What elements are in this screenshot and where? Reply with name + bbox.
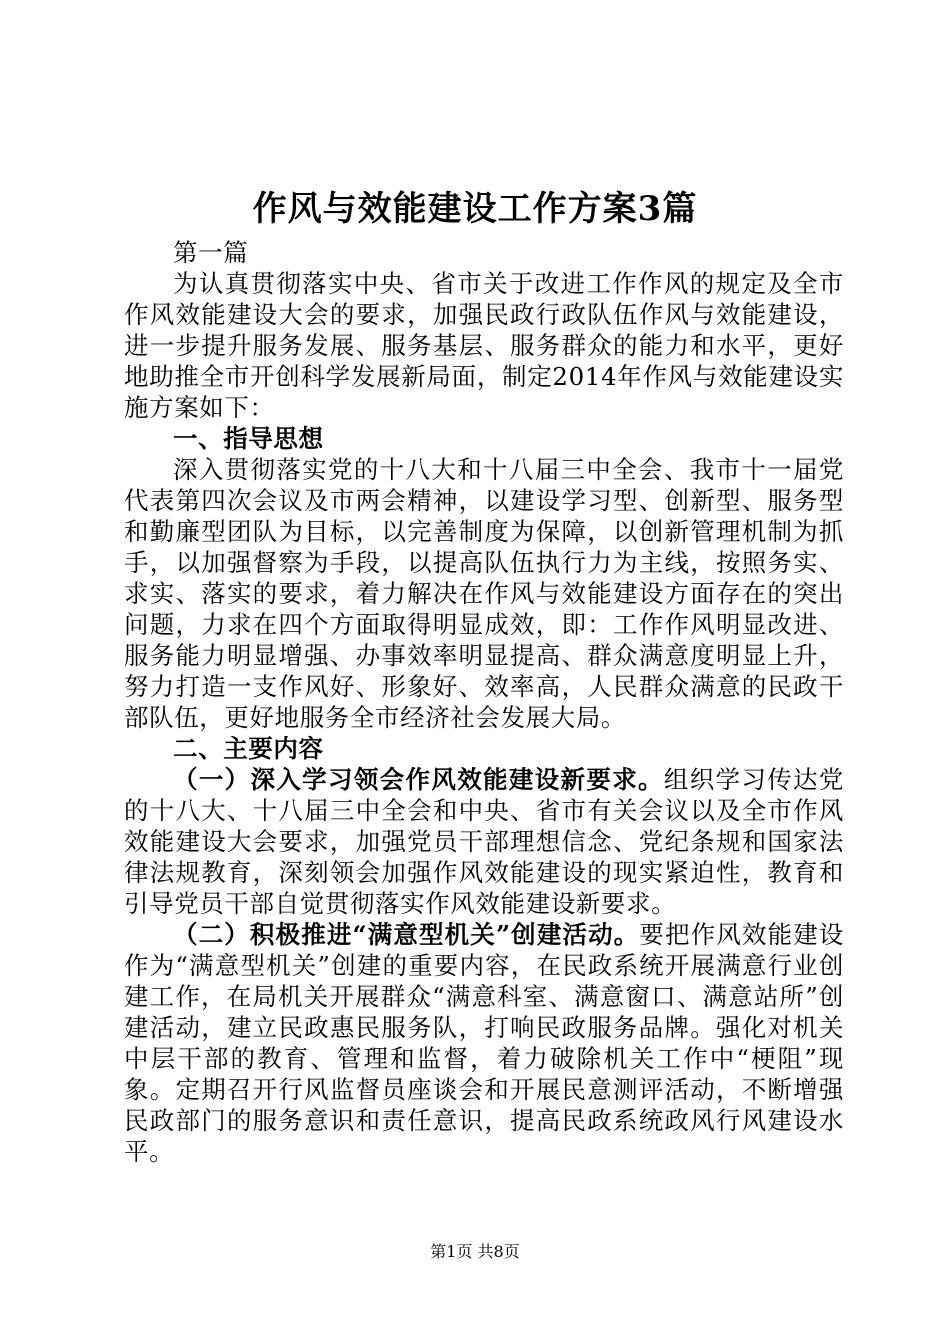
guiding-thought-paragraph: 深入贯彻落实党的十八大和十八届三中全会、我市十一届党代表第四次会议及市两会精神，以建设学习型、创新型、服务型和勤廉型团队为目标，以完善制度为保障，以创新管理机制为抓手，以加强督察为手段，以提高队伍执行力为主线，按照务实、求实、落实的要求，着力解决在作风与效能建设方面存在的突出问题，力求在四个方面取得明显成效，即：工作作风明显改进、服务能力明显增强、办事效率明显提高、群众满意度明显上升，努力打造一支作风好、形象好、效率高，人民群众满意的民政干部队伍，更好地服务全市经济社会发展大局。 [124,455,844,732]
page-footer: 第1页 共8页 [430,1242,520,1261]
item1-text: 组织学习传达党的十八大、十八届三中全会和中央、省市有关会议以及全市作风效能建设大会要求，加强党员干部理想信念、党纪条规和国家法律法规教育，深刻领会加强作风效能建设的现实紧迫性，教育和引导党员干部自觉贯彻落实作风效能建设新要求。 [124,765,844,918]
heading-main-content: 二、主要内容 [173,734,324,763]
document-body [124,237,844,1167]
item1-title: （一）深入学习领会作风效能建设新要求。 [173,765,664,794]
document-title: 作风与效能建设工作方案3篇 [252,189,698,229]
item2-title: （二）积极推进“满意型机关”创建活动。 [173,920,640,949]
item2-text: 要把作风效能建设作为“满意型机关”创建的重要内容，在民政系统开展满意行业创建工作，在局机关开展群众“满意科室、满意窗口、满意站所”创建活动，建立民政惠民服务队，打响民政服务品牌。强化对机关中层干部的教育、管理和监督，着力破除机关工作中“梗阻”现象。定期召开行风监督员座谈会和开展民意测评活动，不断增强民政部门的服务意识和责任意识，提高民政系统政风行风建设水平。 [124,920,844,1166]
intro-paragraph: 为认真贯彻落实中央、省市关于改进工作作风的规定及全市作风效能建设大会的要求，加强民政行政队伍作风与效能建设，进一步提升服务发展、服务基层、服务群众的能力和水平，更好地助推全市开创科学发展新局面，制定2014年作风与效能建设实施方案如下： [124,269,844,422]
item1-paragraph [124,764,844,919]
heading-guiding-thought: 一、指导思想 [173,424,324,453]
item2-paragraph [124,919,844,1167]
section-label: 第一篇 [173,238,249,267]
